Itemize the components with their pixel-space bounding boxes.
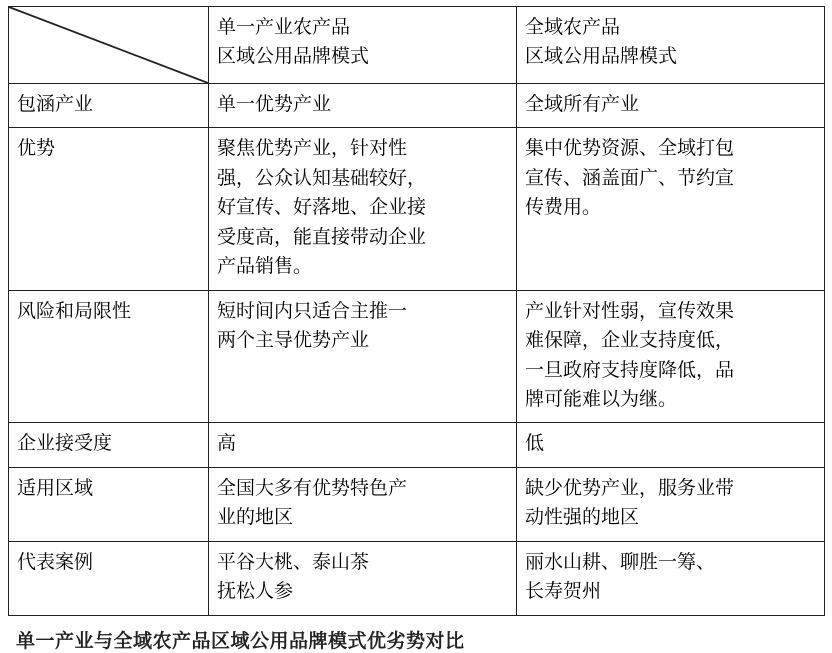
- cell-line: 宣传、涵盖面广、节约宣: [525, 167, 735, 189]
- cell-single-enterprise-acceptance: [209, 423, 517, 467]
- cell-whole-industry-scope: [517, 84, 825, 128]
- cell-single-risks: [209, 290, 517, 423]
- cell-line: 聚焦优势产业，针对性: [217, 138, 408, 160]
- cell-line: 产品销售。: [217, 256, 313, 278]
- cell-whole-enterprise-acceptance: [517, 423, 825, 467]
- cell-whole-risks: [517, 290, 825, 423]
- cell-line: 全域所有产业: [525, 94, 640, 115]
- cell-line: 强，公众认知基础较好，: [217, 167, 427, 189]
- cell-line: 两个主导优势产业: [217, 330, 370, 352]
- cell-line: 难保障，企业支持度低，: [525, 330, 735, 352]
- cell-line: 低: [525, 433, 545, 455]
- column-header-single-line-2: 区域公用品牌模式: [217, 46, 370, 68]
- diagonal-corner-cell: [9, 7, 209, 84]
- cell-whole-advantages: [517, 128, 825, 290]
- table-row: [9, 423, 825, 467]
- table-row: [9, 541, 825, 615]
- cell-line: 一旦政府支持度降低，品: [525, 359, 735, 381]
- cell-single-applicable-regions: [209, 467, 517, 541]
- column-header-whole-line-2: 区域公用品牌模式: [525, 46, 678, 68]
- row-label-applicable-regions: 适用区域: [9, 467, 209, 541]
- table-row: [9, 128, 825, 290]
- cell-line: 短时间内只适合主推一: [217, 300, 408, 322]
- cell-line: 高: [217, 433, 237, 455]
- cell-line: 长寿贺州: [525, 581, 602, 603]
- cell-single-representative-cases: [209, 541, 517, 615]
- cell-whole-representative-cases: [517, 541, 825, 615]
- table-header-row: [9, 7, 825, 84]
- cell-line: 全国大多有优势特色产: [217, 477, 408, 499]
- table-row: [9, 84, 825, 128]
- comparison-table: [8, 6, 825, 616]
- cell-line: 单一优势产业: [217, 94, 332, 115]
- column-header-whole: [517, 7, 825, 84]
- row-label-industry-scope: 包涵产业: [9, 84, 209, 128]
- table-caption: 单一产业与全域农产品区域公用品牌模式优劣势对比: [16, 630, 465, 652]
- cell-line: 好宣传、好落地、企业接: [217, 197, 427, 219]
- cell-line: 丽水山耕、聊胜一筹、: [525, 551, 716, 573]
- column-header-whole-line-1: 全域农产品: [525, 17, 621, 38]
- cell-line: 产业针对性弱，宣传效果: [525, 300, 735, 322]
- column-header-single-line-1: 单一产业农产品: [217, 17, 351, 38]
- cell-line: 平谷大桃、泰山茶: [217, 551, 370, 573]
- cell-line: 业的地区: [217, 507, 294, 529]
- row-label-advantages: 优势: [9, 128, 209, 290]
- cell-line: 抚松人参: [217, 581, 294, 603]
- table-row: [9, 290, 825, 423]
- cell-line: 传费用。: [525, 197, 602, 219]
- cell-line: 动性强的地区: [525, 507, 640, 529]
- table-row: [9, 467, 825, 541]
- cell-line: 缺少优势产业，服务业带: [525, 477, 735, 499]
- row-label-representative-cases: 代表案例: [9, 541, 209, 615]
- row-label-enterprise-acceptance: 企业接受度: [9, 423, 209, 467]
- cell-line: 受度高，能直接带动企业: [217, 226, 427, 248]
- cell-whole-applicable-regions: [517, 467, 825, 541]
- column-header-single: [209, 7, 517, 84]
- cell-line: 集中优势资源、全域打包: [525, 138, 735, 160]
- cell-line: 牌可能难以为继。: [525, 388, 678, 410]
- cell-single-advantages: [209, 128, 517, 290]
- row-label-risks: 风险和局限性: [9, 290, 209, 423]
- cell-single-industry-scope: [209, 84, 517, 128]
